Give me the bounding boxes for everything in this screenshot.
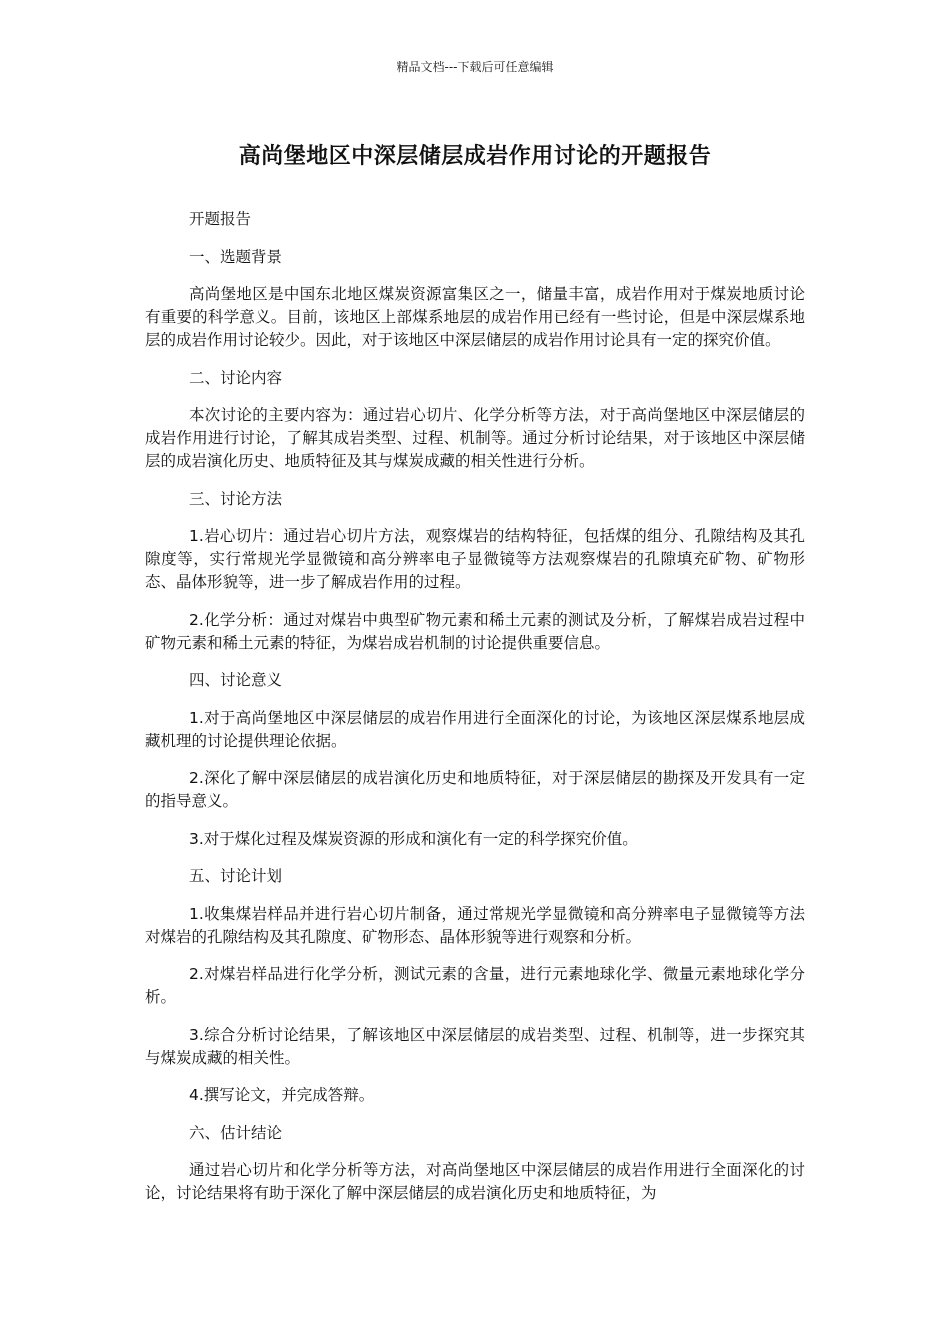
paragraph: 2.化学分析：通过对煤岩中典型矿物元素和稀土元素的测试及分析，了解煤岩成岩过程中矿物元素和稀土元素的特征，为煤岩成岩机制的讨论提供重要信息。 <box>145 610 805 652</box>
paragraph: 2.对煤岩样品进行化学分析，测试元素的含量，进行元素地球化学、微量元素地球化学分析。 <box>145 965 805 1006</box>
paragraph: 4.撰写论文，并完成答辩。 <box>189 1086 375 1104</box>
section-heading: 四、讨论意义 <box>189 671 283 689</box>
paragraph: 高尚堡地区是中国东北地区煤炭资源富集区之一，储量丰富，成岩作用对于煤炭地质讨论有重要的科学意义。目前，该地区上部煤系地层的成岩作用已经有一些讨论，但是中深层煤系地层的成岩作用讨论较少。因此，对于该地区中深层储层的成岩作用讨论具有一定的探究价值。 <box>145 285 805 349</box>
paragraph: 2.深化了解中深层储层的成岩演化历史和地质特征，对于深层储层的勘探及开发具有一定的指导意义。 <box>145 769 805 810</box>
paragraph: 3.综合分析讨论结果，了解该地区中深层储层的成岩类型、过程、机制等，进一步探究其与煤炭成藏的相关性。 <box>145 1025 805 1067</box>
header-note: 精品文档---下载后可任意编辑 <box>396 60 554 74</box>
document-body <box>145 208 805 1220</box>
section-heading: 五、讨论计划 <box>189 867 283 885</box>
paragraph: 1.对于高尚堡地区中深层储层的成岩作用进行全面深化的讨论，为该地区深层煤系地层成藏机理的讨论提供理论依据。 <box>145 708 805 750</box>
section-heading: 一、选题背景 <box>189 247 283 266</box>
paragraph: 1.岩心切片：通过岩心切片方法，观察煤岩的结构特征，包括煤的组分、孔隙结构及其孔隙度等，实行常规光学显微镜和高分辨率电子显微镜等方法观察煤岩的孔隙填充矿物、矿物形态、晶体形貌等，进一步了解成岩作用的过程。 <box>145 527 805 591</box>
paragraph: 1.收集煤岩样品并进行岩心切片制备，通过常规光学显微镜和高分辨率电子显微镜等方法对煤岩的孔隙结构及其孔隙度、矿物形态、晶体形貌等进行观察和分析。 <box>145 904 805 946</box>
paragraph: 开题报告 <box>189 210 252 228</box>
section-heading: 三、讨论方法 <box>189 489 283 508</box>
paragraph: 通过岩心切片和化学分析等方法，对高尚堡地区中深层储层的成岩作用进行全面深化的讨论，讨论结果将有助于深化了解中深层储层的成岩演化历史和地质特征，为 <box>145 1161 805 1202</box>
section-heading: 二、讨论内容 <box>189 368 283 387</box>
section-heading: 六、估计结论 <box>189 1123 283 1142</box>
paragraph: 3.对于煤化过程及煤炭资源的形成和演化有一定的科学探究价值。 <box>189 829 638 848</box>
paragraph: 本次讨论的主要内容为：通过岩心切片、化学分析等方法，对于高尚堡地区中深层储层的成岩作用进行讨论，了解其成岩类型、过程、机制等。通过分析讨论结果，对于该地区中深层储层的成岩演化历史、地质特征及其与煤炭成藏的相关性进行分析。 <box>145 406 805 470</box>
document-title: 高尚堡地区中深层储层成岩作用讨论的开题报告 <box>238 144 712 169</box>
